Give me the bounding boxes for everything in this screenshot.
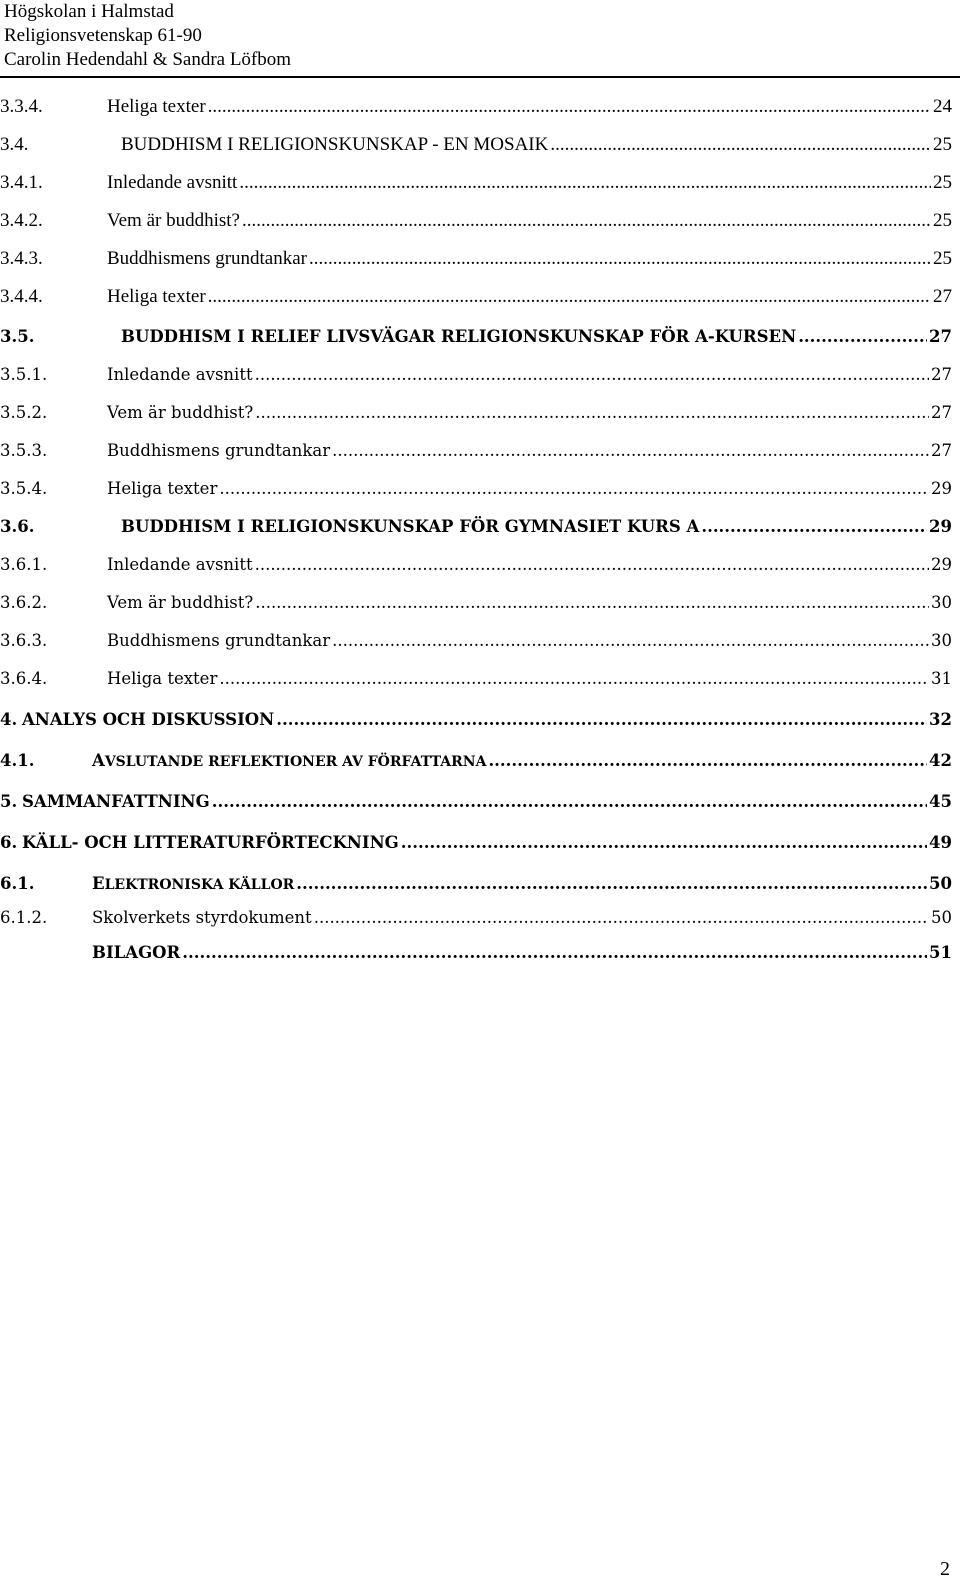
toc-page: 45 xyxy=(929,792,952,811)
toc-page: 24 xyxy=(933,96,952,117)
toc-number: 3.6.4. xyxy=(0,669,48,688)
toc-title-initial: A xyxy=(92,751,105,770)
toc-title: BUDDHISM I RELIGIONSKUNSKAP FÖR GYMNASIET KURS A xyxy=(121,517,700,536)
toc-title: Heliga texter xyxy=(107,669,218,688)
toc-title: Heliga texter xyxy=(107,96,206,117)
toc-number: 3.3.4. xyxy=(0,96,43,117)
toc-leader xyxy=(488,751,927,770)
header-authors: Carolin Hedendahl & Sandra Löfbom xyxy=(4,49,292,70)
toc-leader xyxy=(255,555,929,574)
toc-entry[interactable] xyxy=(0,356,952,384)
toc-title-rest: LEKTRONISKA KÄLLOR xyxy=(104,877,295,893)
toc-entry[interactable] xyxy=(0,546,952,574)
toc-title: SAMMANFATTNING xyxy=(22,792,210,811)
toc-title: Vem är buddhist? xyxy=(107,403,254,422)
toc-number: 3.5.3. xyxy=(0,441,48,460)
toc-leader xyxy=(255,593,929,612)
toc-page: 25 xyxy=(933,134,952,155)
toc-number: 6. xyxy=(0,833,18,852)
toc-page: 29 xyxy=(929,517,952,536)
toc-leader xyxy=(798,327,927,346)
toc-title: BUDDHISM I RELIEF LIVSVÄGAR RELIGIONSKUNSKAP FÖR A-KURSEN xyxy=(121,327,797,346)
toc-entry[interactable] xyxy=(0,899,952,927)
toc-number: 3.5.4. xyxy=(0,479,48,498)
toc-title: Vem är buddhist? xyxy=(107,593,254,612)
toc-number: 3.5.2. xyxy=(0,403,48,422)
toc-title: Buddhismens grundtankar xyxy=(107,248,308,269)
toc-page: 29 xyxy=(931,555,952,574)
toc-number: 3.5.1. xyxy=(0,365,48,384)
toc-leader xyxy=(296,874,927,893)
toc-entry[interactable] xyxy=(0,508,952,536)
toc-entry[interactable] xyxy=(0,934,952,962)
toc-page: 32 xyxy=(929,710,952,729)
toc-leader xyxy=(314,908,929,927)
toc-title: BUDDHISM I RELIGIONSKUNSKAP - EN MOSAIK xyxy=(121,134,549,155)
toc-number: 4.1. xyxy=(0,751,35,770)
toc-leader xyxy=(255,403,929,422)
toc-title: BILAGOR xyxy=(92,943,181,962)
toc-page: 30 xyxy=(931,631,952,650)
toc-page: 42 xyxy=(929,751,952,770)
toc-page: 27 xyxy=(931,441,952,460)
toc-page: 51 xyxy=(929,943,952,962)
toc-leader xyxy=(208,286,931,308)
toc-entry[interactable] xyxy=(0,783,952,811)
toc-leader xyxy=(332,631,929,650)
toc-page: 27 xyxy=(931,403,952,422)
toc-page: 30 xyxy=(931,593,952,612)
header-course: Religionsvetenskap 61-90 xyxy=(4,25,202,46)
toc-number: 6.1.2. xyxy=(0,908,48,927)
toc-title: Inledande avsnitt xyxy=(107,555,253,574)
toc-leader xyxy=(219,669,929,688)
toc-number: 3.6.3. xyxy=(0,631,48,650)
toc-title: Vem är buddhist? xyxy=(107,210,240,231)
toc-leader xyxy=(182,943,927,962)
header-institution: Högskolan i Halmstad xyxy=(4,1,174,22)
toc-entry[interactable] xyxy=(0,701,952,729)
toc-leader xyxy=(212,792,927,811)
toc-title: Buddhismens grundtankar xyxy=(107,441,331,460)
toc-title: Buddhismens grundtankar xyxy=(107,631,331,650)
toc-page: 50 xyxy=(931,908,952,927)
toc-number: 3.4.2. xyxy=(0,210,43,231)
toc-leader xyxy=(219,479,929,498)
toc-title: Heliga texter xyxy=(107,286,206,307)
toc-entry[interactable] xyxy=(0,166,952,194)
toc-entry[interactable] xyxy=(0,660,952,688)
toc-leader xyxy=(208,96,931,118)
toc-number: 3.4.4. xyxy=(0,286,43,307)
toc-entry[interactable] xyxy=(0,394,952,422)
toc-leader xyxy=(309,248,931,270)
toc-leader xyxy=(242,210,931,232)
toc-page: 27 xyxy=(933,286,952,307)
toc-title-initial: E xyxy=(92,874,105,893)
toc-page: 27 xyxy=(929,327,952,346)
toc-title: Skolverkets styrdokument xyxy=(92,908,312,927)
toc-page: 29 xyxy=(931,479,952,498)
toc-entry[interactable] xyxy=(0,128,952,156)
toc-number: 3.4. xyxy=(0,134,29,155)
toc-page: 49 xyxy=(929,833,952,852)
toc-entry[interactable] xyxy=(0,318,952,346)
toc-entry[interactable] xyxy=(0,824,952,852)
toc-title: ANALYS OCH DISKUSSION xyxy=(22,710,275,729)
toc-leader xyxy=(401,833,927,852)
toc-title: Inledande avsnitt xyxy=(107,172,238,193)
toc-entry[interactable] xyxy=(0,470,952,498)
toc-leader xyxy=(332,441,929,460)
toc-title: KÄLL- OCH LITTERATURFÖRTECKNING xyxy=(22,833,399,852)
toc-entry[interactable] xyxy=(0,432,952,460)
toc-title: Heliga texter xyxy=(107,479,218,498)
toc-entry[interactable] xyxy=(0,742,952,770)
toc-entry[interactable] xyxy=(0,865,952,893)
toc-number: 5. xyxy=(0,792,18,811)
toc-leader xyxy=(550,134,931,156)
toc-page: 27 xyxy=(931,365,952,384)
toc-page: 31 xyxy=(931,669,952,688)
toc-leader xyxy=(255,365,929,384)
toc-title: Inledande avsnitt xyxy=(107,365,253,384)
toc-title xyxy=(92,751,486,770)
toc-entry[interactable] xyxy=(0,584,952,612)
toc-entry[interactable] xyxy=(0,204,952,232)
toc-number: 3.5. xyxy=(0,327,35,346)
toc-number: 4. xyxy=(0,710,18,729)
toc-number: 3.4.3. xyxy=(0,248,43,269)
toc-entry[interactable] xyxy=(0,622,952,650)
toc-number: 3.6.1. xyxy=(0,555,48,574)
toc-page: 25 xyxy=(933,172,952,193)
toc-number: 3.6.2. xyxy=(0,593,48,612)
document-header xyxy=(4,0,291,72)
toc-page: 25 xyxy=(933,248,952,269)
toc-number: 6.1. xyxy=(0,874,35,893)
toc-leader xyxy=(239,172,931,194)
toc-leader xyxy=(701,517,927,536)
header-rule xyxy=(0,76,960,78)
toc-leader xyxy=(276,710,927,729)
toc-entry[interactable] xyxy=(0,90,952,118)
toc-title xyxy=(92,874,294,893)
toc-entry[interactable] xyxy=(0,242,952,270)
toc-page: 25 xyxy=(933,210,952,231)
page-number: 2 xyxy=(940,1558,950,1580)
toc-number: 3.4.1. xyxy=(0,172,43,193)
toc-entry[interactable] xyxy=(0,280,952,308)
toc-number: 3.6. xyxy=(0,517,35,536)
toc-page: 50 xyxy=(929,874,952,893)
toc-title-rest: VSLUTANDE REFLEKTIONER AV FÖRFATTARNA xyxy=(104,754,487,770)
